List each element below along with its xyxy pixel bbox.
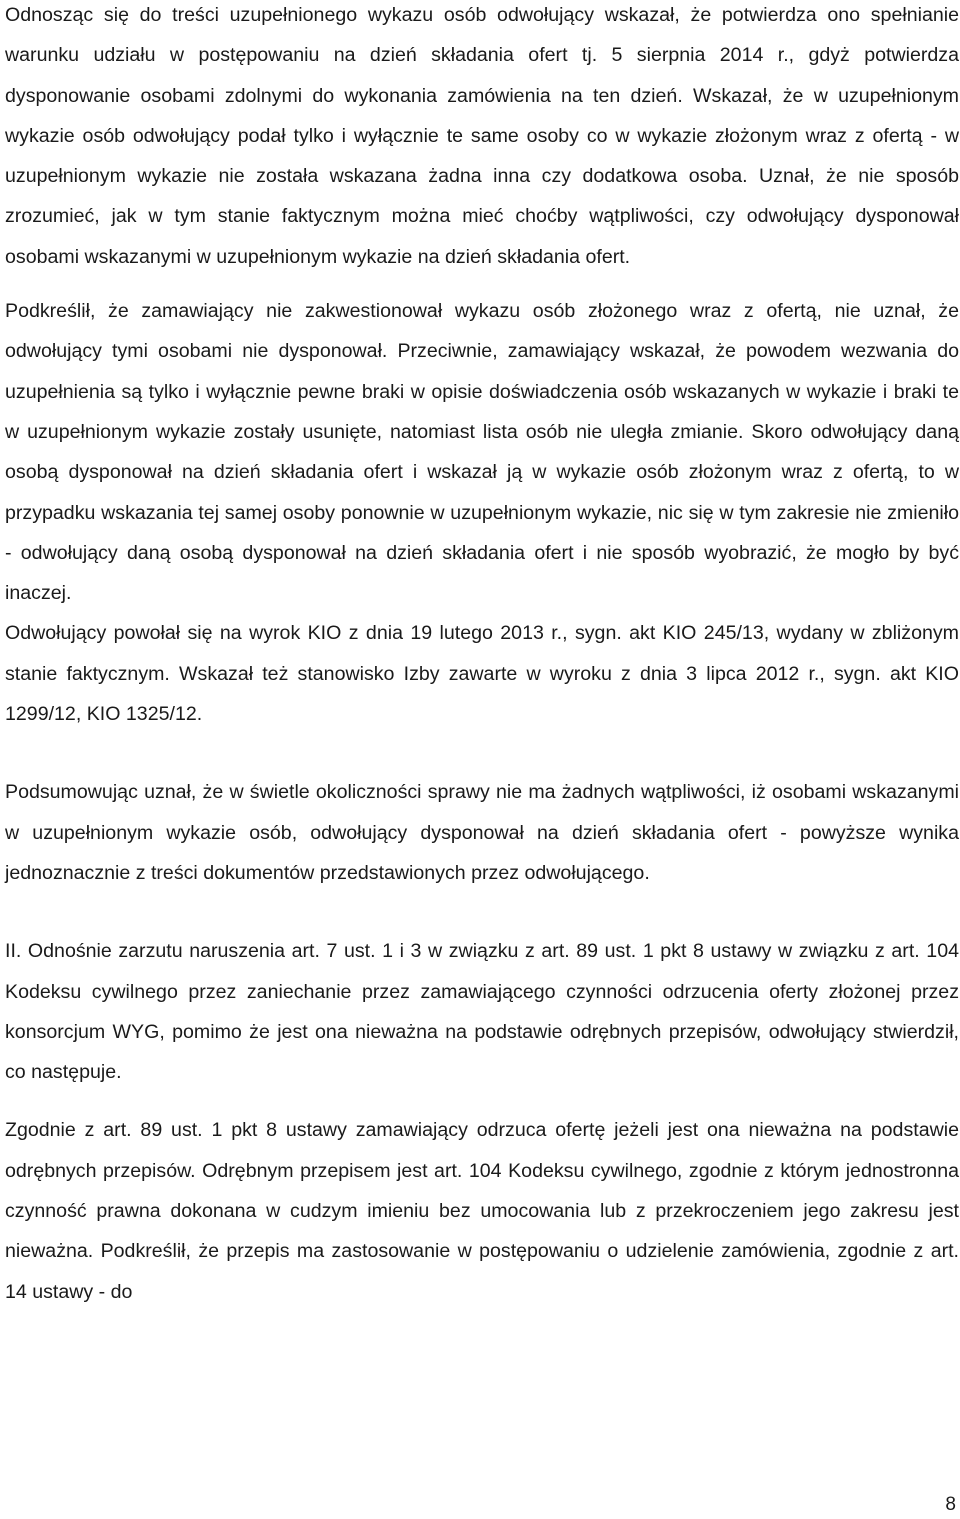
paragraph-6: Zgodnie z art. 89 ust. 1 pkt 8 ustawy zamawiający odrzuca ofertę jeżeli jest ona nieważna na podstawie odrębnych przepisów. Odrębnym przepisem jest art. 104 Kodeksu cywilnego, zgodnie z którym jednostronna czynność prawna dokonana w cudzym imieniu bez umocowania lub z przekroczeniem jego zakresu jest nieważna. Podkreślił, że przepis ma zastosowanie w postępowaniu o udzielenie zamówienia, zgodnie z art. 14 ustawy - do [5, 1119, 959, 1303]
page-number: 8 [945, 1494, 956, 1515]
paragraph-3: Odwołujący powołał się na wyrok KIO z dnia 19 lutego 2013 r., sygn. akt KIO 245/13, wydany w zbliżonym stanie faktycznym. Wskazał też stanowisko Izby zawarte w wyroku z dnia 3 lipca 2012 r., sygn. akt KIO 1299/12, KIO 1325/12. [5, 622, 959, 726]
paragraph-2: Podkreślił, że zamawiający nie zakwestionował wykazu osób złożonego wraz z ofertą, nie uznał, że odwołujący tymi osobami nie dysponował. Przeciwnie, zamawiający wskazał, że powodem wezwania do uzupełnienia są tylko i wyłącznie pewne braki w opisie doświadczenia osób wskazanych w wykazie i braki te w uzupełnionym wykazie zostały usunięte, natomiast lista osób nie uległa zmianie. Skoro odwołujący daną osobą dysponował na dzień składania ofert i wskazał ją w wykazie osób złożonym wraz z ofertą, to w przypadku wskazania tej samej osoby ponownie w uzupełnionym wykazie, nic się w tym zakresie nie zmieniło - odwołujący daną osobą dysponował na dzień składania ofert i nie sposób wyobrazić, że mogło by być inaczej. [5, 300, 959, 605]
document-page [5, 0, 959, 1312]
paragraph-1: Odnosząc się do treści uzupełnionego wykazu osób odwołujący wskazał, że potwierdza ono spełnianie warunku udziału w postępowaniu na dzień składania ofert tj. 5 sierpnia 2014 r., gdyż potwierdza dysponowanie osobami zdolnymi do wykonania zamówienia na ten dzień. Wskazał, że w uzupełnionym wykazie osób odwołujący podał tylko i wyłącznie te same osoby co w wykazie złożonym wraz z ofertą - w uzupełnionym wykazie nie została wskazana żadna inna czy dodatkowa osoba. Uznał, że nie sposób zrozumieć, jak w tym stanie faktycznym można mieć choćby wątpliwości, czy odwołujący dysponował osobami wskazanymi w uzupełnionym wykazie na dzień składania ofert. [5, 4, 959, 268]
paragraph-4: Podsumowując uznał, że w świetle okoliczności sprawy nie ma żadnych wątpliwości, iż osobami wskazanymi w uzupełnionym wykazie osób, odwołujący dysponował na dzień składania ofert - powyższe wynika jednoznacznie z treści dokumentów przedstawionych przez odwołującego. [5, 781, 959, 884]
paragraph-5: II. Odnośnie zarzutu naruszenia art. 7 ust. 1 i 3 w związku z art. 89 ust. 1 pkt 8 ustawy w związku z art. 104 Kodeksu cywilnego przez zaniechanie przez zamawiającego czynności odrzucenia oferty złożonej przez konsorcjum WYG, pomimo że jest ona nieważna na podstawie odrębnych przepisów, odwołujący stwierdził, co następuje. [5, 940, 959, 1084]
